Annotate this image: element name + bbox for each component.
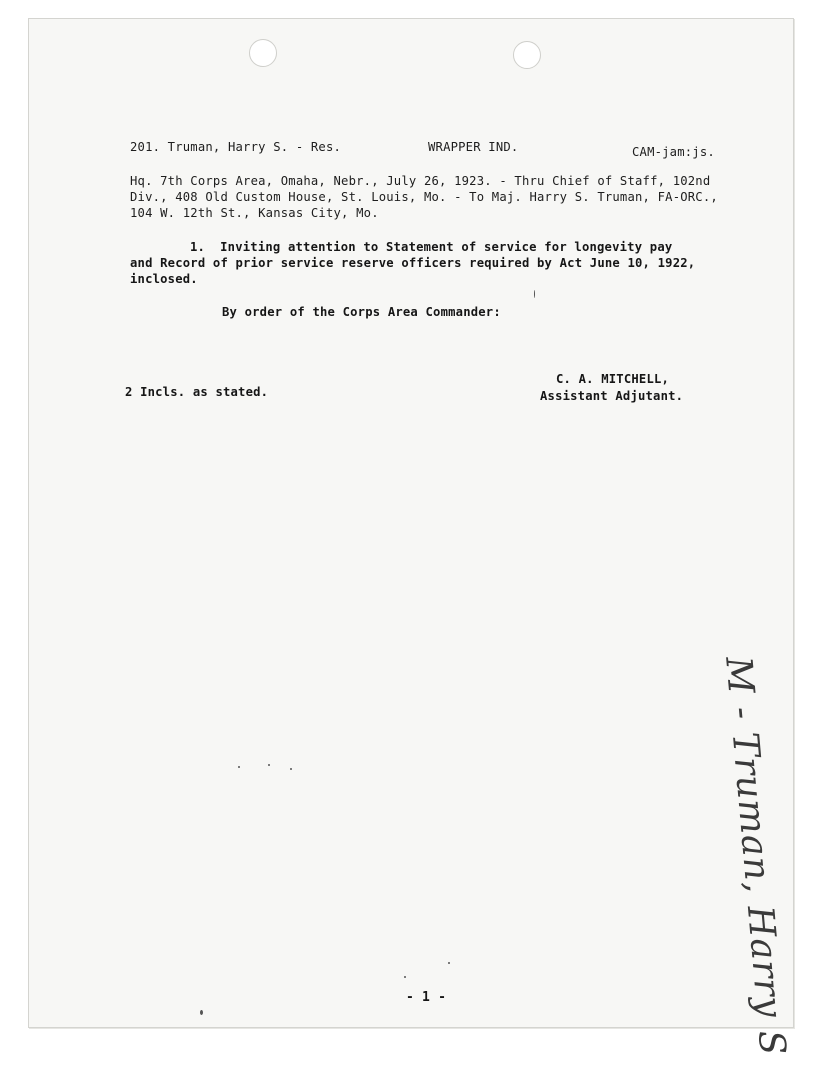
document-type: WRAPPER IND. (428, 140, 519, 154)
paper-speck (534, 290, 535, 298)
routing-line-2: Div., 408 Old Custom House, St. Louis, Mo. - To Maj. Harry S. Truman, FA-ORC., (130, 190, 718, 204)
signature-name: C. A. MITCHELL, (556, 372, 670, 386)
punch-hole-left (249, 39, 277, 67)
paper-speck (200, 1010, 203, 1015)
paragraph-1-line-1: 1. Inviting attention to Statement of service for longevity pay (190, 240, 673, 254)
handwritten-annotation: M - Truman, Harry S (717, 655, 793, 1058)
paragraph-1-line-2: and Record of prior service reserve officers required by Act June 10, 1922, (130, 256, 696, 270)
routing-line-3: 104 W. 12th St., Kansas City, Mo. (130, 206, 379, 220)
paper-speck (238, 766, 240, 768)
typist-initials: CAM-jam:js. (632, 145, 715, 159)
routing-line-1: Hq. 7th Corps Area, Omaha, Nebr., July 26, 1923. - Thru Chief of Staff, 102nd (130, 174, 711, 188)
order-line: By order of the Corps Area Commander: (222, 305, 501, 319)
paper-speck (404, 976, 406, 978)
paper-speck (268, 764, 270, 766)
paper-speck (448, 962, 450, 964)
signature-title: Assistant Adjutant. (540, 389, 684, 403)
file-reference: 201. Truman, Harry S. - Res. (130, 140, 342, 154)
document-page (28, 18, 794, 1028)
paragraph-1-line-3: inclosed. (130, 272, 198, 286)
page-number: - 1 - (406, 990, 447, 1005)
paper-speck (290, 768, 292, 770)
punch-hole-right (513, 41, 541, 69)
enclosures-note: 2 Incls. as stated. (125, 385, 269, 399)
